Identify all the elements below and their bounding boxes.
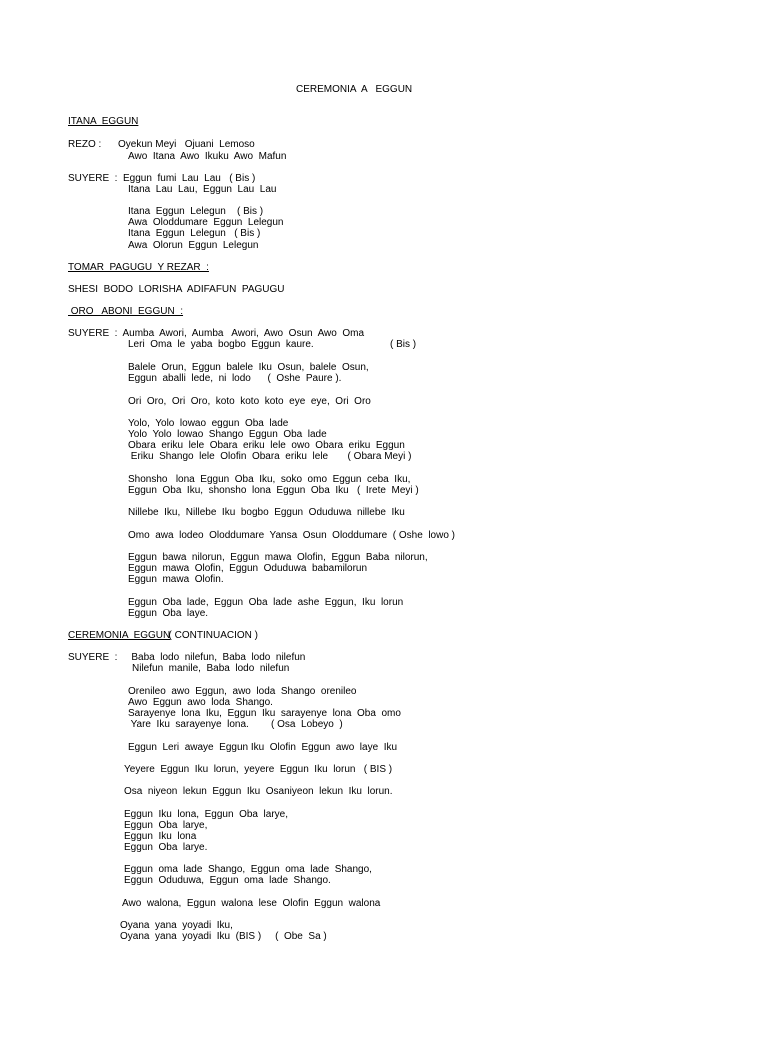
text-line: Itana Lau Lau, Eggun Lau Lau <box>128 184 277 195</box>
text-line: Oyana yana yoyadi Iku (BIS ) ( Obe Sa ) <box>120 931 327 942</box>
text-line: Awo Itana Awo Ikuku Awo Mafun <box>128 151 287 162</box>
text-line: Eggun Iku lona <box>124 831 197 842</box>
text-line: Eggun Leri awaye Eggun Iku Olofin Eggun awo laye Iku <box>128 742 398 753</box>
text-line: Eggun mawa Olofin, Eggun Oduduwa babamilorun <box>128 563 368 574</box>
text-line: Eggun Oba lade, Eggun Oba lade ashe Eggun, Iku lorun <box>128 597 404 608</box>
text-line: Eggun Oduduwa, Eggun oma lade Shango. <box>124 875 331 886</box>
text-line: SUYERE : Eggun fumi Lau Lau ( Bis ) <box>68 173 256 184</box>
text-line: Eggun aballi lede, ni lodo ( Oshe Paure ). <box>128 373 342 384</box>
text-line: Oyana yana yoyadi Iku, <box>120 920 233 931</box>
text-line: Orenileo awo Eggun, awo loda Shango orenileo <box>128 686 357 697</box>
text-line: Eggun mawa Olofin. <box>128 574 224 585</box>
text-line: Obara eriku lele Obara eriku lele owo Obara eriku Eggun <box>128 440 405 451</box>
section-heading-ceremonia-eggun: CEREMONIA EGGUN <box>68 630 171 641</box>
text-line: Eggun Oba laye. <box>128 608 209 619</box>
text-line: Awo walona, Eggun walona lese Olofin Eggun walona <box>122 898 381 909</box>
text-line: Eggun oma lade Shango, Eggun oma lade Shango, <box>124 864 372 875</box>
text-line: Itana Eggun Lelegun ( Bis ) <box>128 206 264 217</box>
text-line: Yare Iku sarayenye lona. ( Osa Lobeyo ) <box>128 719 343 730</box>
text-line: SUYERE : Baba lodo nilefun, Baba lodo nilefun <box>68 652 306 663</box>
section-heading-oro-aboni-eggun: ORO ABONI EGGUN : <box>68 306 184 317</box>
section-subheading-continuacion: ( CONTINUACION ) <box>163 630 258 641</box>
text-line: SUYERE : Aumba Awori, Aumba Awori, Awo Osun Awo Oma <box>68 328 365 339</box>
text-line: Nilefun manile, Baba lodo nilefun <box>132 663 290 674</box>
text-line: Awo Eggun awo loda Shango. <box>128 697 273 708</box>
text-line: Balele Orun, Eggun balele Iku Osun, balele Osun, <box>128 362 369 373</box>
text-line: Awa Oloddumare Eggun Lelegun <box>128 217 284 228</box>
text-line: Sarayenye lona Iku, Eggun Iku sarayenye lona Oba omo <box>128 708 401 719</box>
section-heading-itana-eggun: ITANA EGGUN <box>68 116 139 127</box>
text-line: SHESI BODO LORISHA ADIFAFUN PAGUGU <box>68 284 285 295</box>
text-line: Eggun Oba larye, <box>124 820 208 831</box>
text-line: Eggun bawa nilorun, Eggun mawa Olofin, Eggun Baba nilorun, <box>128 552 428 563</box>
text-line: Omo awa lodeo Oloddumare Yansa Osun Oloddumare ( Oshe lowo ) <box>128 530 456 541</box>
text-line: Eggun Oba Iku, shonsho lona Eggun Oba Iku ( Irete Meyi ) <box>128 485 419 496</box>
section-heading-tomar-pagugu: TOMAR PAGUGU Y REZAR : <box>68 262 209 273</box>
text-line: Osa niyeon lekun Eggun Iku Osaniyeon lekun Iku lorun. <box>124 786 393 797</box>
text-line: Eggun Oba larye. <box>124 842 208 853</box>
text-line: REZO : Oyekun Meyi Ojuani Lemoso <box>68 139 255 150</box>
text-line: Yolo Yolo lowao Shango Eggun Oba lade <box>128 429 327 440</box>
text-line: ( Bis ) <box>390 339 417 350</box>
document-title: CEREMONIA A EGGUN <box>296 84 413 95</box>
text-line: Yolo, Yolo lowao eggun Oba lade <box>128 418 289 429</box>
text-line: Ori Oro, Ori Oro, koto koto koto eye eye, Ori Oro <box>128 396 371 407</box>
text-line: Itana Eggun Lelegun ( Bis ) <box>128 228 261 239</box>
text-line: Eggun Iku lona, Eggun Oba larye, <box>124 809 288 820</box>
text-line: Shonsho lona Eggun Oba Iku, soko omo Eggun ceba Iku, <box>128 474 411 485</box>
text-line: Awa Olorun Eggun Lelegun <box>128 240 259 251</box>
text-line: Leri Oma le yaba bogbo Eggun kaure. <box>128 339 314 350</box>
text-line: Yeyere Eggun Iku lorun, yeyere Eggun Iku lorun ( BIS ) <box>124 764 393 775</box>
text-line: Nillebe Iku, Nillebe Iku bogbo Eggun Oduduwa nillebe Iku <box>128 507 405 518</box>
text-line: Eriku Shango lele Olofin Obara eriku lele ( Obara Meyi ) <box>128 451 412 462</box>
